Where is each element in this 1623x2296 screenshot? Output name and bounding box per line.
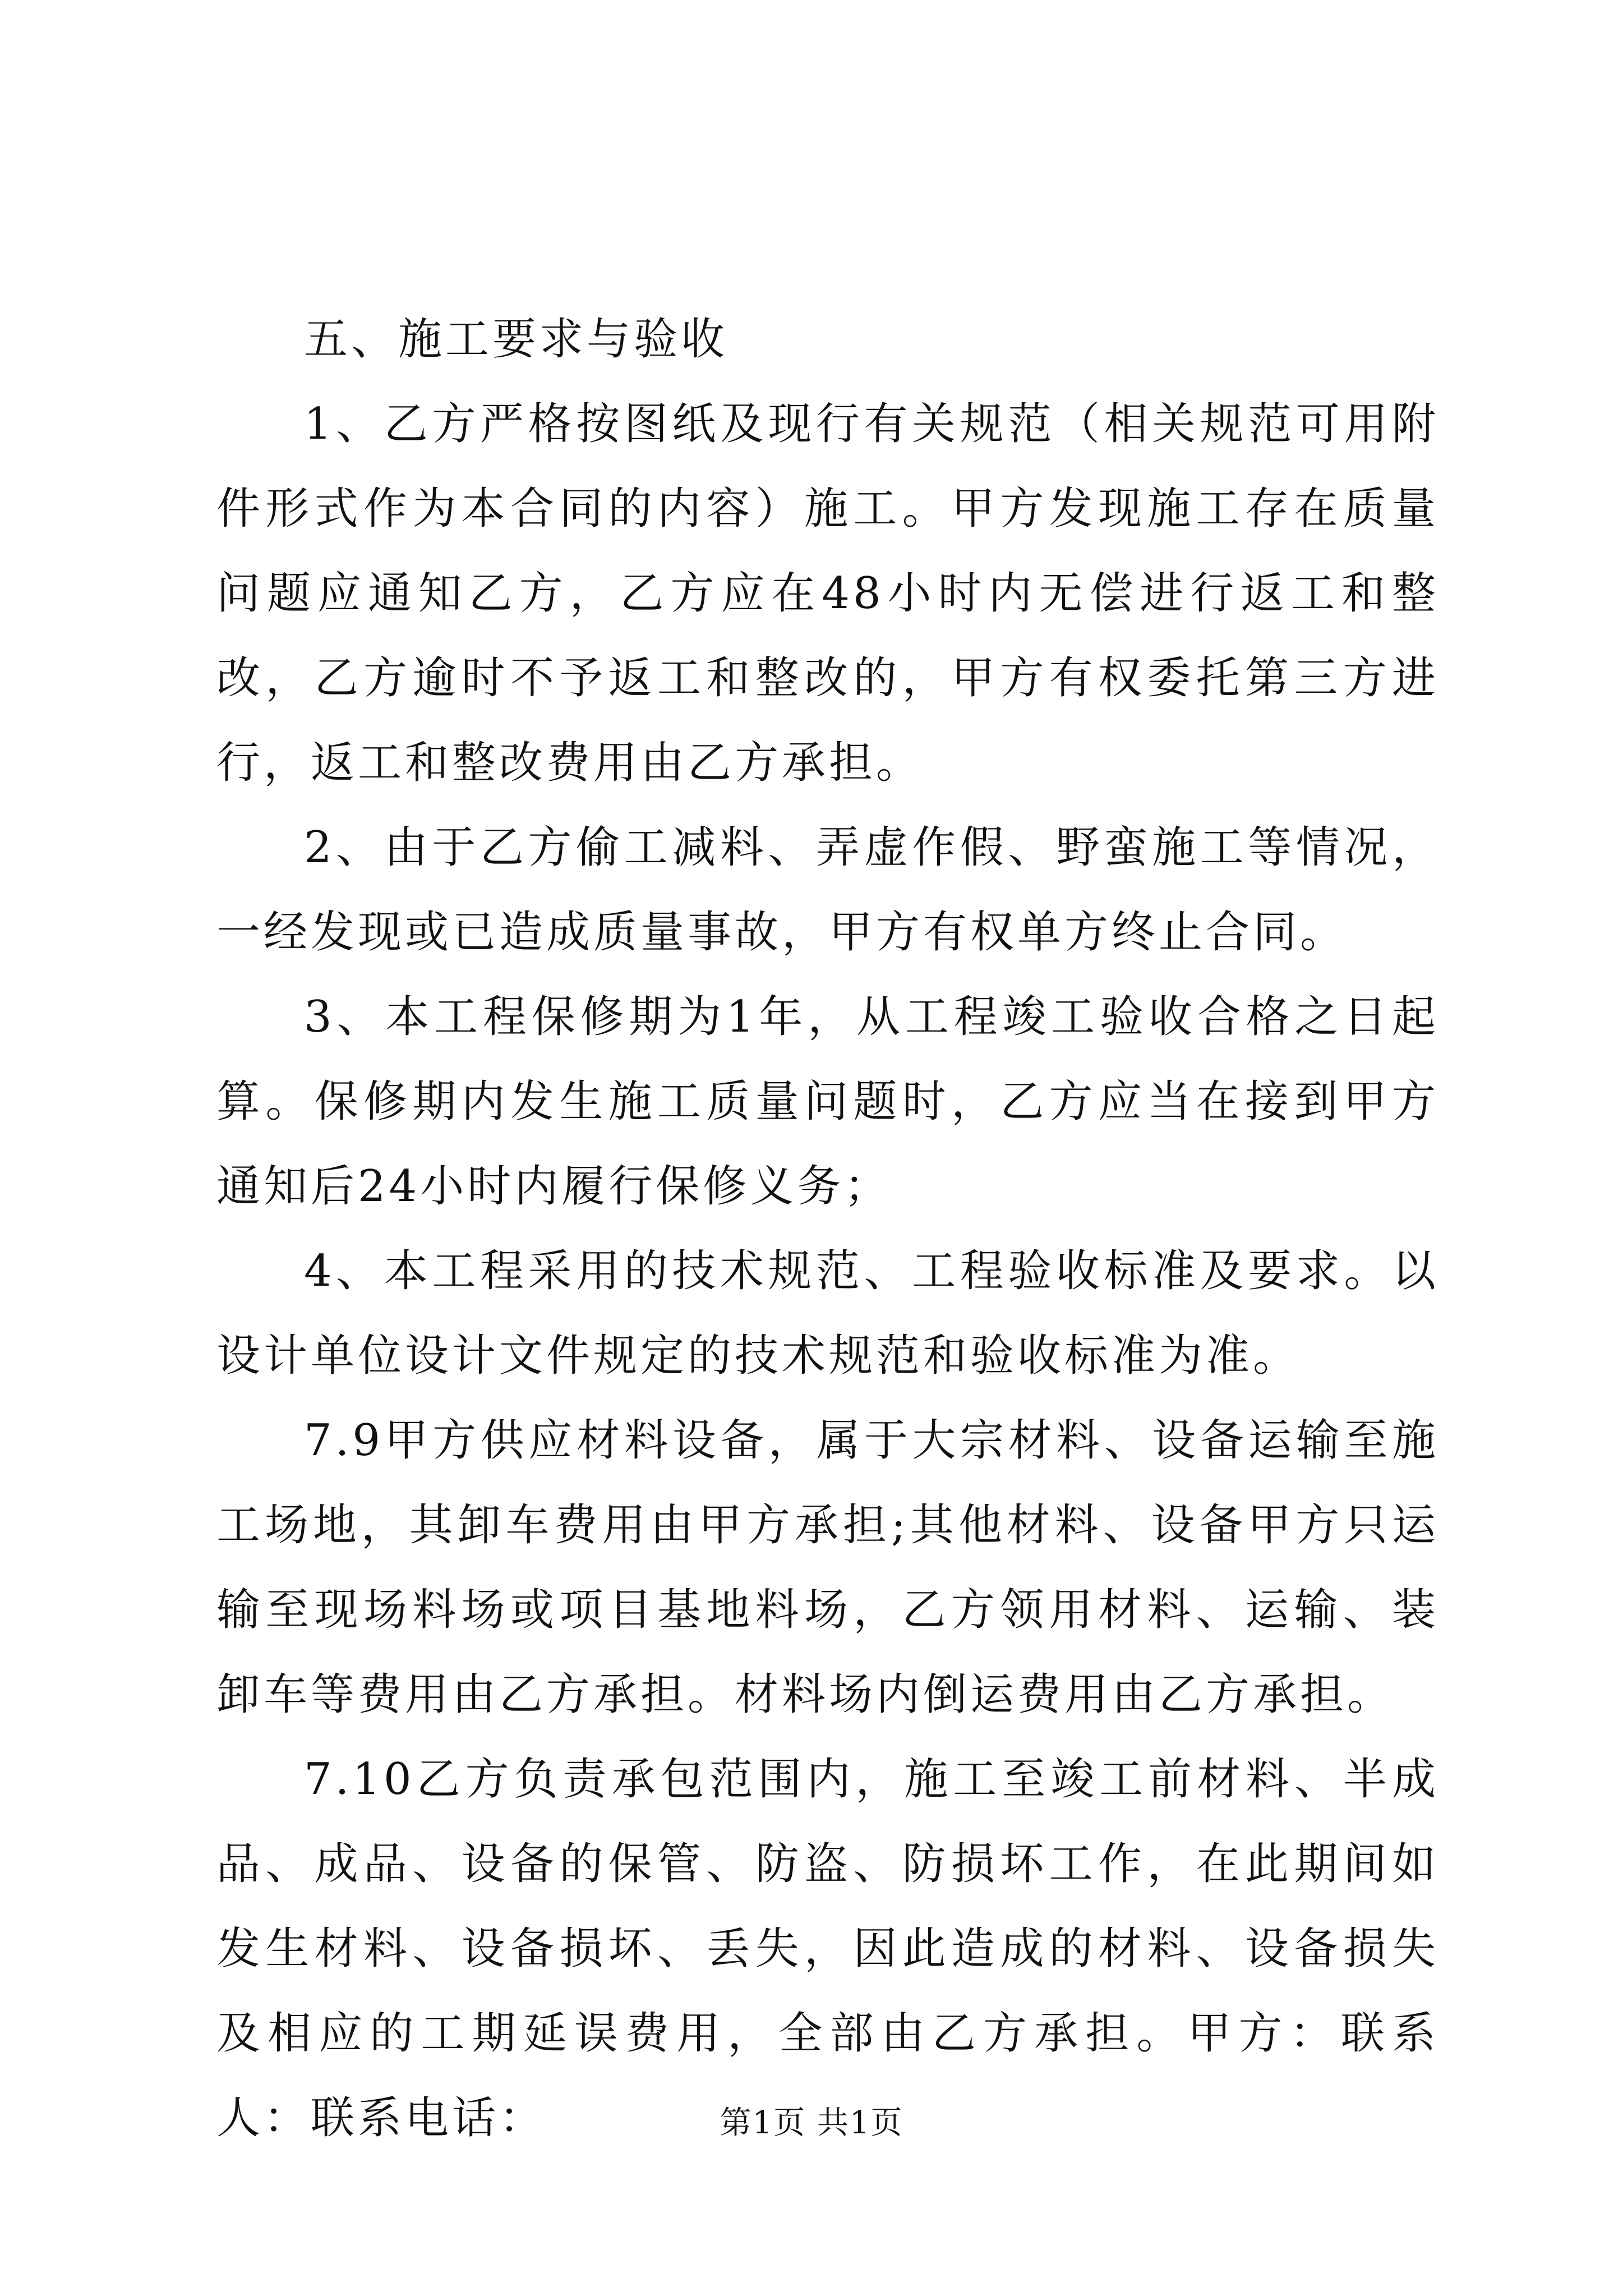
paragraph-5: 7.9甲方供应材料设备，属于大宗材料、设备运输至施工场地，其卸车费用由甲方承担;其他材料、设备甲方只运输至现场料场或项目基地料场，乙方领用材料、运输、装卸车等费用由乙方承担。材料场内倒运费用由乙方承担。 [216,1415,1439,1720]
paragraph-6: 7.10乙方负责承包范围内，施工至竣工前材料、半成品、成品、设备的保管、防盗、防损坏工作，在此期间如发生材料、设备损坏、丢失，因此造成的材料、设备损失及相应的工期延误费用，全部由乙方承担。甲方：联系人：联系电话： [216,1754,1439,2143]
paragraph-1: 1、乙方严格按图纸及现行有关规范（相关规范可用附件形式作为本合同的内容）施工。甲方发现施工存在质量问题应通知乙方，乙方应在48小时内无偿进行返工和整改，乙方逾时不予返工和整改的，甲方有权委托第三方进行，返工和整改费用由乙方承担。 [216,399,1439,788]
page-footer: 第1页 共1页 [720,2105,903,2141]
paragraph-3: 3、本工程保修期为1年，从工程竣工验收合格之日起算。保修期内发生施工质量问题时，乙方应当在接到甲方通知后24小时内履行保修义务； [216,992,1439,1212]
paragraph-2: 2、由于乙方偷工减料、弄虚作假、野蛮施工等情况，一经发现或已造成质量事故，甲方有权单方终止合同。 [216,822,1439,958]
section-heading: 五、施工要求与验收 [304,314,728,365]
paragraph-4: 4、本工程采用的技术规范、工程验收标准及要求。以设计单位设计文件规定的技术规范和验收标准为准。 [216,1246,1439,1381]
document-body [216,297,1439,2161]
